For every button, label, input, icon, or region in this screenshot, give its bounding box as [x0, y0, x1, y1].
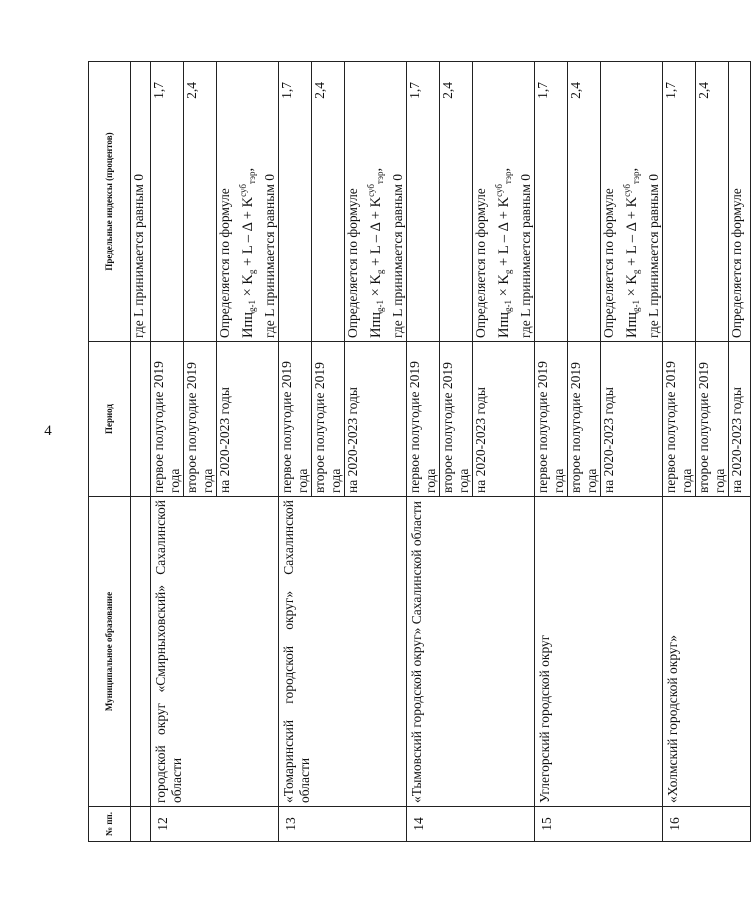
table-row [535, 62, 568, 842]
table-row [407, 62, 440, 842]
formula-part: + L – Δ + K [368, 196, 384, 270]
index-value: 1,7 [151, 62, 184, 342]
formula-part: Ипц [240, 312, 256, 338]
formula-part: g [631, 269, 641, 275]
formula-part: × K [624, 274, 640, 300]
formula-intro: Определяется по формуле [345, 188, 360, 338]
formula-part: g [375, 269, 385, 275]
formula-part: g-1 [247, 300, 257, 312]
period-cell: первое полугодие 2019 года [279, 342, 312, 497]
municipality-name: «Холмский городской округ» [663, 497, 751, 807]
formula-part: + L – Δ + K [624, 196, 640, 270]
formula-part: g-1 [631, 300, 641, 312]
row-number: 12 [151, 807, 279, 842]
period-cell: первое полугодие 2019 года [407, 342, 440, 497]
period-cell: первое полугодие 2019 года [151, 342, 184, 497]
header-num: № пп. [89, 807, 131, 842]
formula-part: суб [494, 184, 504, 197]
formula-part: тэр [631, 171, 641, 185]
header-period: Период [89, 342, 131, 497]
period-cell: первое полугодие 2019 года [535, 342, 568, 497]
formula-intro: Определяется по формуле [601, 188, 616, 338]
municipality-name: Углегорский городской округ [535, 497, 663, 807]
indices-table [88, 61, 751, 842]
index-value: 2,4 [184, 62, 217, 342]
formula-expression [361, 65, 390, 338]
index-value: 2,4 [568, 62, 601, 342]
header-municipality: Муниципальное образование [89, 497, 131, 807]
period-cell: второе полугодие 2019 года [184, 342, 217, 497]
formula-intro: Определяется по формуле [729, 188, 744, 338]
formula-part: тэр [375, 171, 385, 185]
table-row [279, 62, 312, 842]
row-number: 15 [535, 807, 663, 842]
period-cell: на 2020-2023 годы [345, 342, 407, 497]
formula-intro: Определяется по формуле [217, 188, 232, 338]
formula-part: g-1 [375, 300, 385, 312]
period-cell: второе полугодие 2019 года [696, 342, 729, 497]
formula-expression [489, 65, 518, 338]
municipality-name: «Тымовский городской округ» Сахалинской области [407, 497, 535, 807]
top-note-row [131, 62, 151, 842]
index-value: 2,4 [312, 62, 345, 342]
row-number: 13 [279, 807, 407, 842]
municipality-name: «Томаринский городской округ» Сахалинской области [279, 497, 407, 807]
formula-note: где L принимается равным 0 [518, 173, 533, 338]
row-number: 14 [407, 807, 535, 842]
formula-intro: Определяется по формуле [473, 188, 488, 338]
top-note: где L принимается равным 0 [131, 62, 151, 342]
formula-part: , [240, 167, 256, 172]
period-cell: первое полугодие 2019 года [663, 342, 696, 497]
formula-part: , [368, 167, 384, 172]
period-cell: на 2020-2023 годы [729, 342, 751, 497]
period-cell: второе полугодие 2019 года [440, 342, 473, 497]
row-number: 16 [663, 807, 751, 842]
formula-part: g [503, 269, 513, 275]
formula-cell [345, 62, 407, 342]
table-row [663, 62, 696, 842]
formula-part: , [496, 167, 512, 172]
formula-expression [233, 65, 262, 338]
index-value: 2,4 [440, 62, 473, 342]
formula-part: g-1 [503, 300, 513, 312]
formula-part: Ипц [624, 312, 640, 338]
index-value: 1,7 [407, 62, 440, 342]
formula-part: g [247, 269, 257, 275]
formula-cell [217, 62, 279, 342]
formula-part: суб [238, 184, 248, 197]
formula-cell [473, 62, 535, 342]
period-cell: на 2020-2023 годы [217, 342, 279, 497]
index-value: 2,4 [696, 62, 729, 342]
header-index: Предельные индексы (процентов) [89, 62, 131, 342]
formula-cell [601, 62, 663, 342]
formula-note: где L принимается равным 0 [390, 173, 405, 338]
formula-part: + L – Δ + K [496, 196, 512, 270]
formula-part: × K [496, 274, 512, 300]
formula-part: тэр [247, 171, 257, 185]
period-cell: на 2020-2023 годы [473, 342, 535, 497]
formula-part: Ипц [368, 312, 384, 338]
index-value: 1,7 [279, 62, 312, 342]
formula-part: суб [622, 184, 632, 197]
period-cell: на 2020-2023 годы [601, 342, 663, 497]
formula-part: , [624, 167, 640, 172]
formula-cell [729, 62, 751, 342]
formula-part: тэр [503, 171, 513, 185]
page-number: 4 [44, 423, 52, 439]
formula-part: × K [368, 274, 384, 300]
index-value: 1,7 [663, 62, 696, 342]
period-cell: второе полугодие 2019 года [312, 342, 345, 497]
municipality-name: городской округ «Смирныховский» Сахалинской области [151, 497, 279, 807]
formula-note: где L принимается равным 0 [262, 173, 277, 338]
table-header [89, 62, 131, 842]
formula-part: × K [240, 274, 256, 300]
formula-note: где L принимается равным 0 [646, 173, 661, 338]
formula-part: Ипц [496, 312, 512, 338]
period-cell: второе полугодие 2019 года [568, 342, 601, 497]
formula-part: суб [366, 184, 376, 197]
index-value: 1,7 [535, 62, 568, 342]
formula-part: + L – Δ + K [240, 196, 256, 270]
table-row [151, 62, 184, 842]
formula-expression [617, 65, 646, 338]
